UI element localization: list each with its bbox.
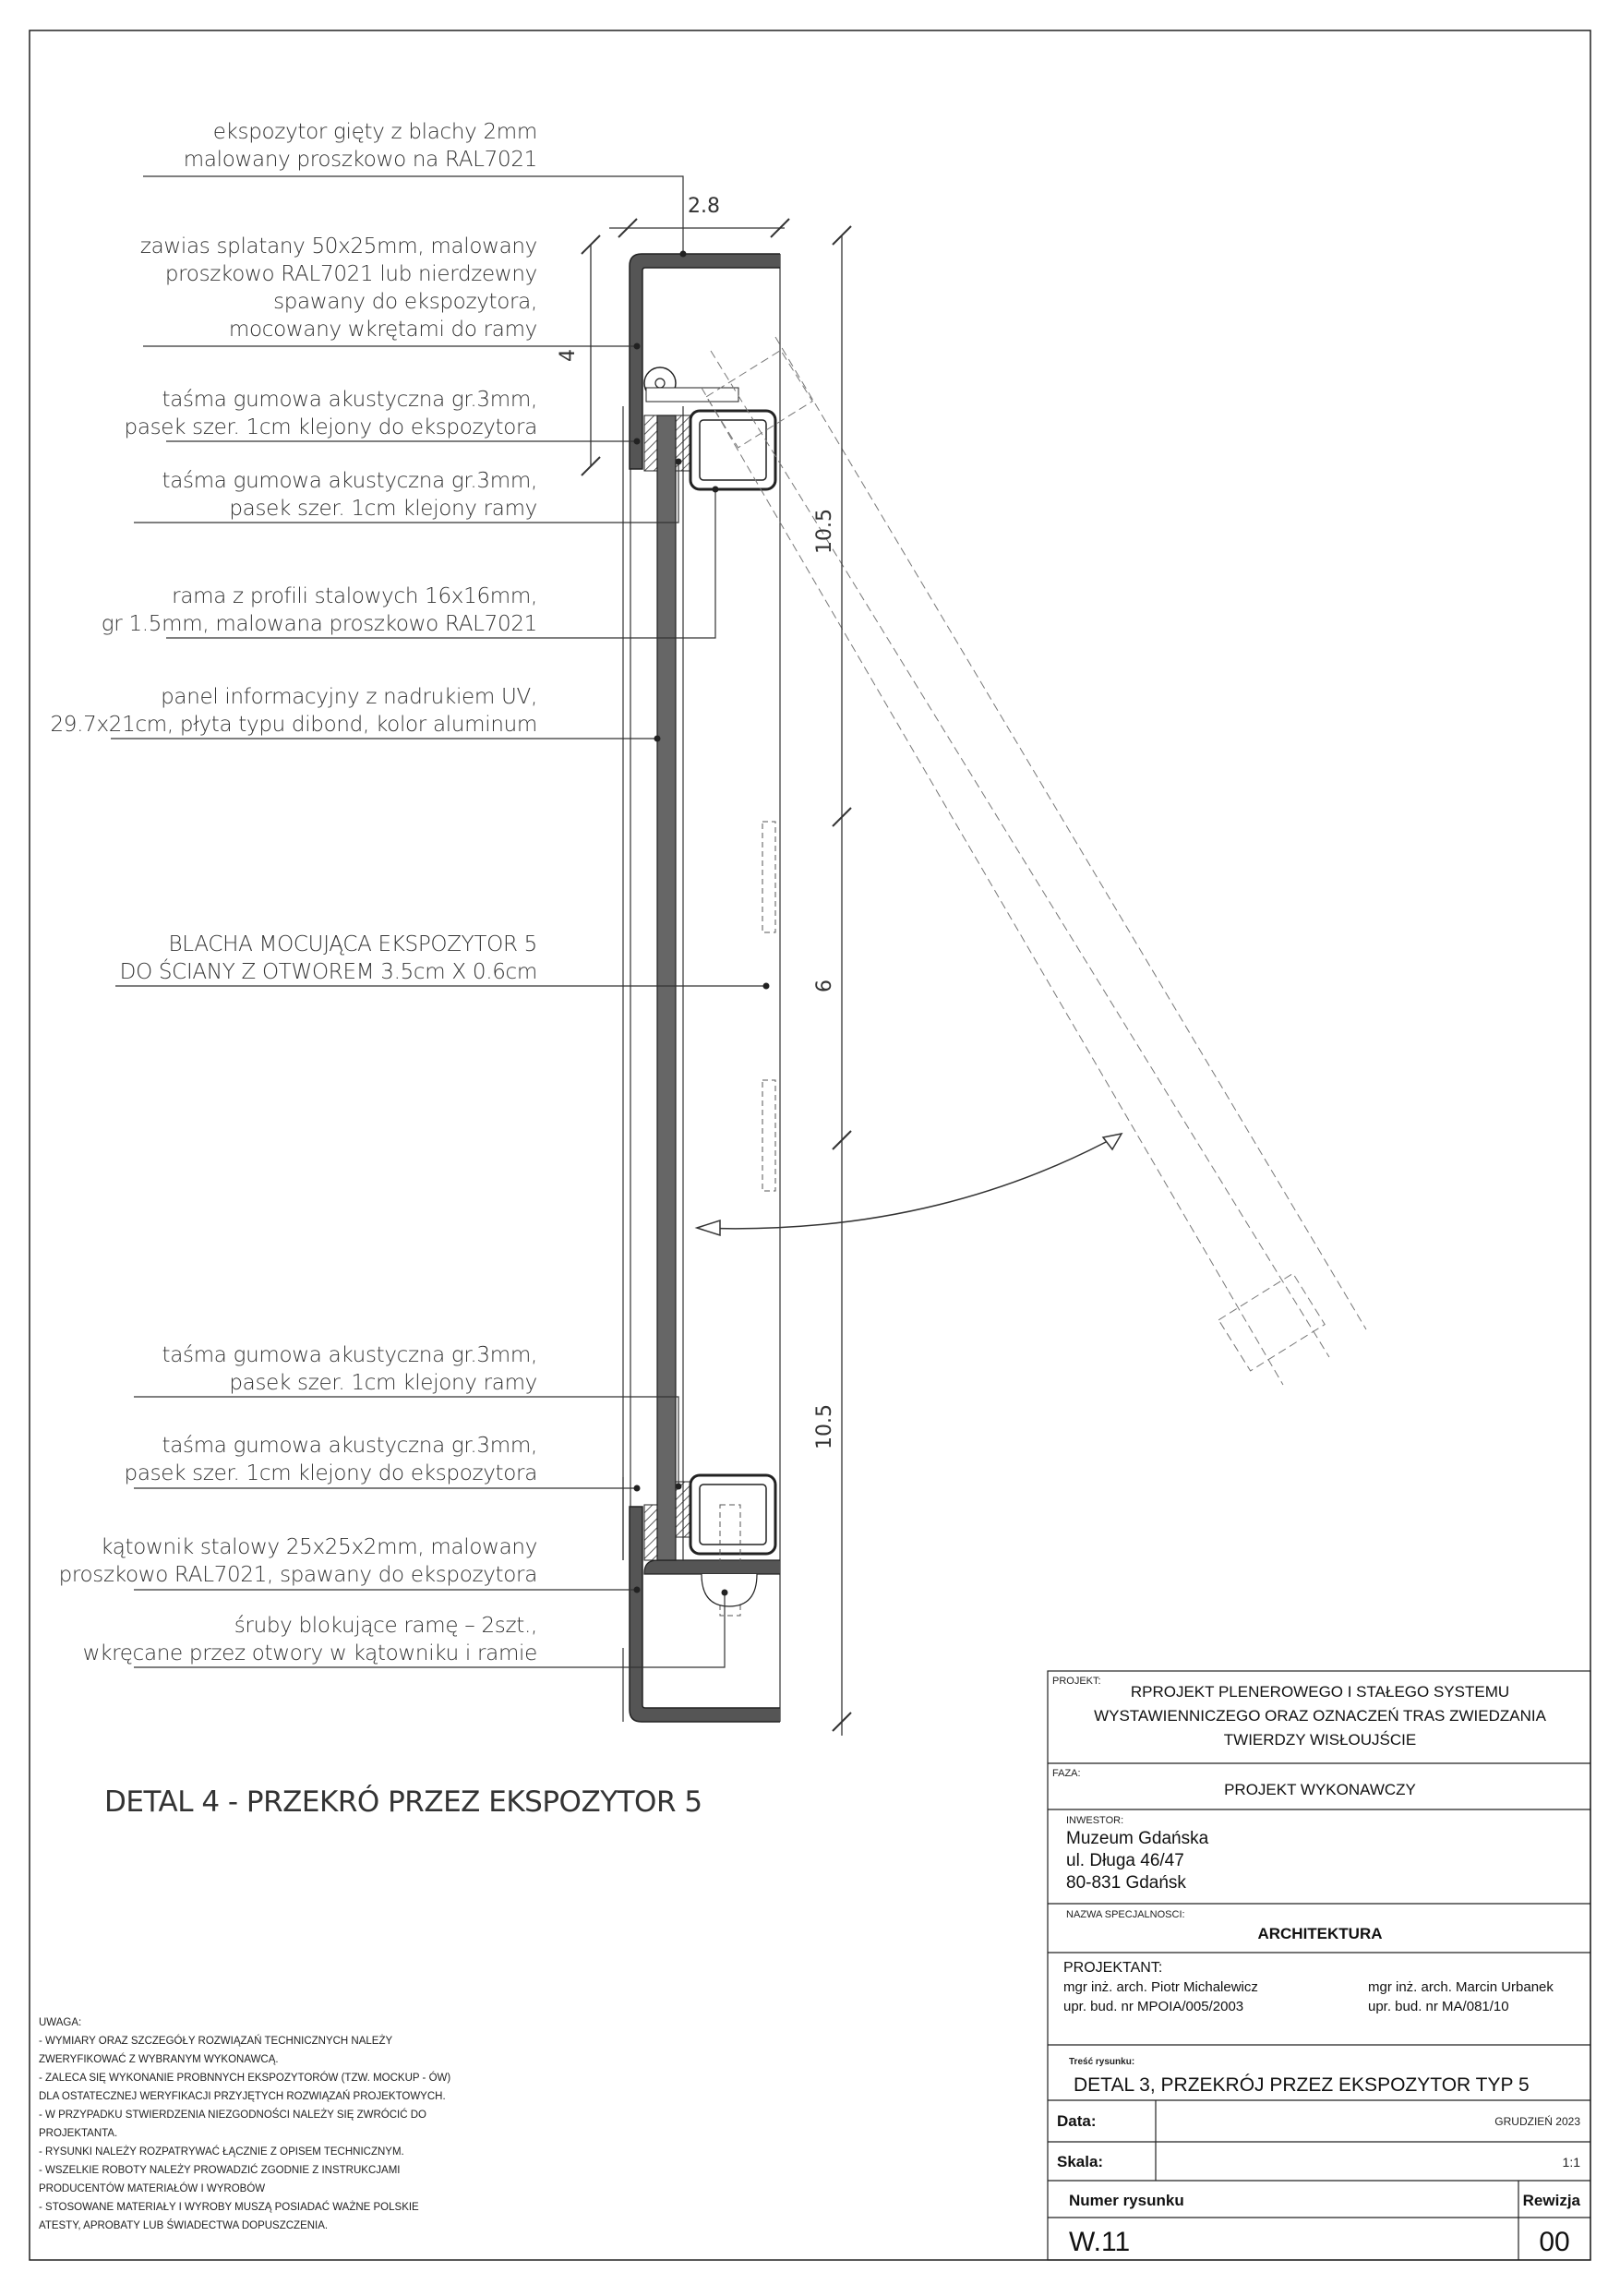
projektant-1-name: mgr inż. arch. Piotr Michalewicz <box>1063 1979 1258 1995</box>
notes-line: DLA OSTATECZNEJ WERYFIKACJI PRZYJĘTYCH ROZWIĄZAŃ PROJEKTOWYCH. <box>39 2091 446 2102</box>
notes-heading: UWAGA: <box>39 2017 82 2028</box>
skala-value: 1:1 <box>1562 2155 1580 2170</box>
numer-value: W.11 <box>1069 2227 1131 2257</box>
skala-label: Skala: <box>1057 2153 1104 2170</box>
annotations <box>50 120 537 1665</box>
annotation-line: proszkowo RAL7021 lub nierdzewny <box>164 262 537 286</box>
projektant-1-license: upr. bud. nr MPOIA/005/2003 <box>1063 1999 1244 2014</box>
notes-line: ATESTY, APROBATY LUB ŚWIADECTWA DOPUSZCZENIA. <box>39 2220 329 2231</box>
annotation-line: pasek szer. 1cm klejony do ekspozytora <box>124 415 537 439</box>
dim-lower-segment: 10.5 <box>813 1404 836 1449</box>
faza-value: PROJEKT WYKONAWCZY <box>1224 1781 1416 1798</box>
annotation-line: taśma gumowa akustyczna gr.3mm, <box>162 1434 537 1458</box>
tresc-label: Treść rysunku: <box>1069 2057 1135 2067</box>
notes-line: - WYMIARY ORAZ SZCZEGÓŁY ROZWIĄZAŃ TECHNICZNYCH NALEŻY <box>39 2036 393 2047</box>
specjalnosc-label: NAZWA SPECJALNOSCI: <box>1066 1909 1185 1920</box>
projekt-line: WYSTAWIENNICZEGO ORAZ OZNACZEŃ TRAS ZWIEDZANIA <box>1094 1707 1546 1725</box>
dim-hinge-height: 4 <box>557 349 580 362</box>
specjalnosc-value: ARCHITEKTURA <box>1257 1925 1383 1942</box>
inwestor-line: 80-831 Gdańsk <box>1066 1873 1186 1893</box>
dim-upper-segment: 10.5 <box>813 509 836 554</box>
annotation-line: pasek szer. 1cm klejony do ekspozytora <box>124 1461 537 1485</box>
notes-line: ZWERYFIKOWAĆ Z WYBRANYM WYKONAWCĄ. <box>39 2054 279 2065</box>
numer-label: Numer rysunku <box>1069 2192 1184 2209</box>
annotation-line: taśma gumowa akustyczna gr.3mm, <box>162 469 537 493</box>
annotation-line: 29.7x21cm, płyta typu dibond, kolor aluminum <box>50 713 537 737</box>
annotation-line: wkręcane przez otwory w kątowniku i ramie <box>82 1641 537 1665</box>
annotation-line: ekspozytor gięty z blachy 2mm <box>212 120 537 144</box>
projekt-line: TWIERDZY WISŁOUJŚCIE <box>1223 1731 1417 1749</box>
annotation-line: panel informacyjny z nadrukiem UV, <box>161 685 537 709</box>
data-value: GRUDZIEŃ 2023 <box>1494 2115 1580 2128</box>
inwestor-label: INWESTOR: <box>1066 1815 1124 1826</box>
faza-label: FAZA: <box>1052 1768 1081 1779</box>
projekt-line: RPROJEKT PLENEROWEGO I STAŁEGO SYSTEMU <box>1130 1683 1510 1701</box>
inwestor-line: Muzeum Gdańska <box>1066 1829 1209 1848</box>
detail-title: DETAL 4 - PRZEKRÓ PRZEZ EKSPOZYTOR 5 <box>104 1785 702 1819</box>
annotation-line: kątownik stalowy 25x25x2mm, malowany <box>101 1535 537 1559</box>
notes-line: - WSZELKIE ROBOTY NALEŻY PROWADZIĆ ZGODNIE Z INSTRUKCJAMI <box>39 2165 401 2176</box>
dim-middle-segment: 6 <box>813 980 836 992</box>
annotation-line: rama z profili stalowych 16x16mm, <box>172 584 537 608</box>
annotation-line: taśma gumowa akustyczna gr.3mm, <box>162 1343 537 1367</box>
tresc-value: DETAL 3, PRZEKRÓJ PRZEZ EKSPOZYTOR TYP 5 <box>1074 2074 1530 2096</box>
notes-line: - ZALECA SIĘ WYKONANIE PROBNNYCH EKSPOZYTORÓW (TZW. MOCKUP - ÓW) <box>39 2073 451 2084</box>
annotation-line: zawias splatany 50x25mm, malowany <box>139 234 537 258</box>
annotation-line: pasek szer. 1cm klejony ramy <box>229 497 537 521</box>
annotation-line: DO ŚCIANY Z OTWOREM 3.5cm X 0.6cm <box>119 960 537 984</box>
dim-top-width: 2.8 <box>688 195 720 218</box>
rewizja-value: 00 <box>1539 2227 1570 2257</box>
notes-line: PROJEKTANTA. <box>39 2128 118 2139</box>
projektant-2-license: upr. bud. nr MA/081/10 <box>1368 1999 1509 2014</box>
projektant-label: PROJEKTANT: <box>1063 1960 1163 1976</box>
notes-line: - RYSUNKI NALEŻY ROZPATRYWAĆ ŁĄCZNIE Z OPISEM TECHNICZNYM. <box>39 2146 404 2158</box>
data-label: Data: <box>1057 2112 1097 2130</box>
annotation-line: proszkowo RAL7021, spawany do ekspozytora <box>58 1563 537 1587</box>
inwestor-line: ul. Długa 46/47 <box>1066 1851 1184 1870</box>
projekt-label: PROJEKT: <box>1052 1676 1101 1687</box>
annotation-line: BLACHA MOCUJĄCA EKSPOZYTOR 5 <box>168 932 537 956</box>
annotation-line: pasek szer. 1cm klejony ramy <box>229 1371 537 1395</box>
notes-line: - STOSOWANE MATERIAŁY I WYROBY MUSZĄ POSIADAĆ WAŻNE POLSKIE <box>39 2202 419 2213</box>
annotation-line: spawany do ekspozytora, <box>273 290 537 314</box>
annotation-line: śruby blokujące ramę – 2szt., <box>234 1614 537 1638</box>
notes-line: PRODUCENTÓW MATERIAŁÓW I WYROBÓW <box>39 2183 266 2194</box>
annotation-line: malowany proszkowo na RAL7021 <box>183 148 537 172</box>
title-block <box>1048 1671 1590 2260</box>
notes-line: - W PRZYPADKU STWIERDZENIA NIEZGODNOŚCI NALEŻY SIĘ ZWRÓCIĆ DO <box>39 2110 426 2121</box>
projektant-2-name: mgr inż. arch. Marcin Urbanek <box>1368 1979 1554 1995</box>
annotation-line: taśma gumowa akustyczna gr.3mm, <box>162 388 537 412</box>
section-geometry <box>623 254 1366 1722</box>
annotation-line: mocowany wkrętami do ramy <box>228 318 537 342</box>
notes <box>39 2017 450 2231</box>
annotation-line: gr 1.5mm, malowana proszkowo RAL7021 <box>101 612 537 636</box>
rewizja-label: Rewizja <box>1522 2192 1580 2209</box>
